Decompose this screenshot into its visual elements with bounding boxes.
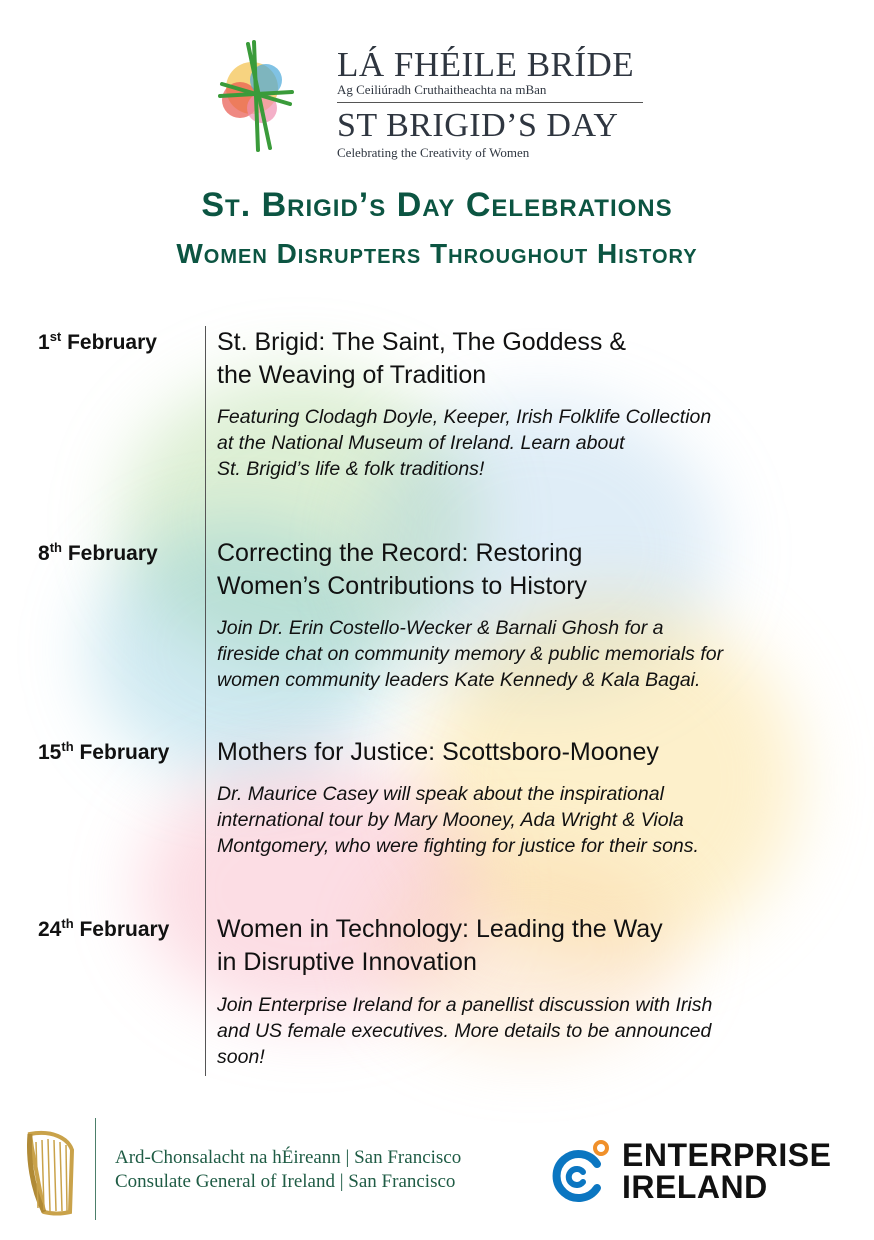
event-title [217,537,857,603]
event-description-line: Featuring Clodagh Doyle, Keeper, Irish Folklife Collection [217,406,712,428]
consulate-irish-name: Ard-Chonsalacht na hÉireann | San Francisco [115,1147,462,1168]
event-date-suffix: st [49,329,62,344]
event-date-day: 8 [38,542,50,565]
event-date-day: 24 [38,918,62,941]
event-date-suffix: th [49,540,62,555]
event-date-month: February [67,331,157,354]
event-description [217,404,837,482]
event-description-line: international tour by Mary Mooney, Ada Wright & Viola [217,809,684,831]
event-title [217,736,857,769]
brand-english-subtitle: Celebrating the Creativity of Women [337,145,530,160]
event-date [38,918,169,942]
event-date [38,331,157,355]
event-description [217,615,837,693]
event-title-line: in Disruptive Innovation [217,948,477,976]
event-date-month: February [79,741,170,764]
harp-icon [22,1128,78,1218]
event-description-line: Montgomery, who were fighting for justice for their sons. [217,835,699,857]
event-date-month: February [79,918,170,941]
event-description-line: at the National Museum of Ireland. Learn about [217,432,625,454]
consulate-english-name: Consulate General of Ireland | San Francisco [115,1171,456,1192]
event-description-line: women community leaders Kate Kennedy & Kala Bagai. [217,669,701,691]
event-description-line: Join Enterprise Ireland for a panellist discussion with Irish [217,994,713,1016]
event-title-line: St. Brigid: The Saint, The Goddess & [217,328,627,356]
event-description-line: St. Brigid’s life & folk traditions! [217,458,485,480]
event-title-line: Correcting the Record: Restoring [217,539,583,567]
brigid-cross-icon [216,38,296,156]
event-description [217,992,837,1070]
event-date-suffix: th [61,739,74,754]
event-description [217,781,837,859]
page-title: St. Brigid’s Day Celebrations [201,186,673,224]
brand-irish-title: LÁ FHÉILE BRÍDE [337,45,635,84]
event-description-line: and US female executives. More details to be announced [217,1020,712,1042]
brand-divider [337,102,643,103]
event-description-line: Join Dr. Erin Costello-Wecker & Barnali Ghosh for a [217,617,664,639]
event-title-line: Women in Technology: Leading the Way [217,915,663,943]
timeline-divider [205,326,206,1076]
event-date-suffix: th [61,916,74,931]
event-title-line: Mothers for Justice: Scottsboro-Mooney [217,738,659,766]
event-date [38,542,158,566]
page-subtitle: Women Disrupters Throughout History [176,238,698,269]
brand-english-title: ST BRIGID’S DAY [337,107,619,144]
event-description-line: fireside chat on community memory & public memorials for [217,643,724,665]
event-date-month: February [67,542,158,565]
event-title [217,326,857,392]
enterprise-ireland-logo-icon [549,1138,611,1204]
enterprise-ireland-line2: IRELAND [622,1169,768,1205]
event-date-day: 15 [38,741,62,764]
enterprise-ireland-line1: ENTERPRISE [622,1137,832,1173]
event-date [38,741,169,765]
event-title [217,913,857,979]
event-title-line: the Weaving of Tradition [217,361,487,389]
event-description-line: soon! [217,1046,265,1068]
event-date-day: 1 [38,331,50,354]
event-title-line: Women’s Contributions to History [217,572,588,600]
brand-irish-subtitle: Ag Ceiliúradh Cruthaitheachta na mBan [337,82,547,97]
event-description-line: Dr. Maurice Casey will speak about the inspirational [217,783,664,805]
footer-divider [95,1118,96,1220]
